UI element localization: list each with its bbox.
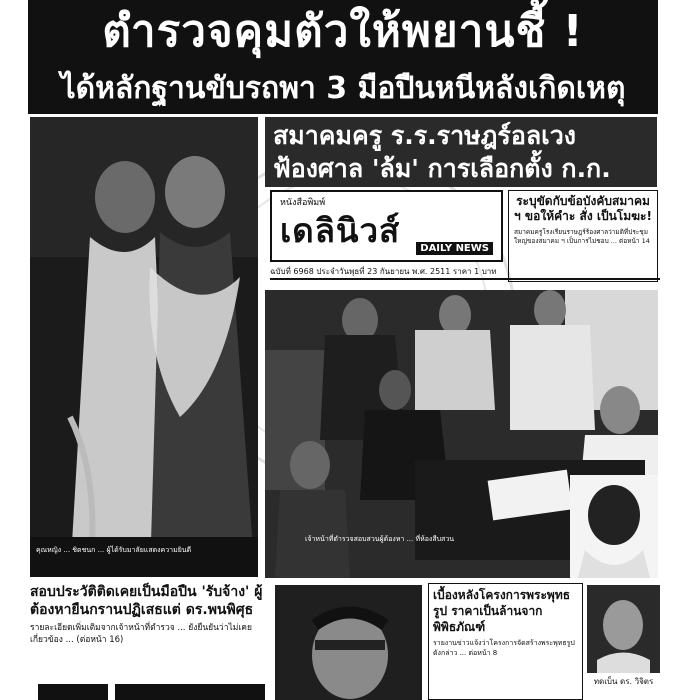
bottom-right-story [428,583,583,700]
main-photo [265,290,658,578]
bottom-left-headline: สอบประวัติติดเคยเป็นมือปืน 'รับจ้าง' ผู้ต้องหายืนกรานปฏิเสธแต่ ดร.พนพิศุธ [30,584,263,618]
side-story-headline: ระบุขัดกับข้อบังคับสมาคม ฯ ขอให้คำะ สั่ง เป็นโมฆะ! [514,194,652,223]
masthead [270,190,503,262]
main-photo-caption: เจ้าหน้าที่ตำรวจสอบสวนผู้ต้องหา ... ที่ห้องสืบสวน [305,535,455,543]
left-photo [30,117,258,577]
bottom-right-photo [587,585,660,673]
left-photo-caption: คุณหญิง ... ชิดชนก ... ผู้ได้รับมาลัยแสดงความยินดี [36,546,192,554]
bottom-strip-mid [115,684,265,700]
masthead-logo: เดลินิวส์ [280,211,401,250]
bottom-strip-left [38,684,108,700]
banner-line-1: สมาคมครู ร.ร.ราษฎร์อลเวง [273,121,576,150]
side-story-box [508,190,658,282]
bottom-right-headline: เบื้องหลังโครงการพระพุทธรูป ราคาเป็นล้านจากพิพิธภัณฑ์ [433,588,571,634]
teacher-assoc-banner [265,117,657,187]
bottom-left-story [30,583,270,673]
bottom-center-photo [275,585,422,700]
main-headline: ตำรวจคุมตัวให้พยานชี้ ! [28,0,658,62]
masthead-english: DAILY NEWS [416,242,493,255]
banner-line-2: ฟ้องศาล 'ล้ม' การเลือกตั้ง ก.ก. [273,154,611,183]
side-story-body: สมาคมครูโรงเรียนราษฎร์ร้องศาลว่ามติที่ประชุมใหญ่ของสมาคม ฯ เป็นการไม่ชอบ ... ต่อหน้า 14 [514,228,650,245]
bottom-right-body: รายงานข่าวแจ้งว่าโครงการจัดสร้างพระพุทธรูปดังกล่าว ... ต่อหน้า 8 [433,639,575,657]
bottom-left-body: รายละเอียดเพิ่มเติมจากเจ้าหน้าที่ตำรวจ ... ยังยืนยันว่าไม่เคยเกี่ยวข้อง ... (ต่อหน้า 16) [30,623,252,645]
issue-line: ฉบับที่ 6968 ประจำวันพุธที่ 23 กันยายน พ.ศ. 2511 ราคา 1 บาท [270,267,497,276]
sub-headline: ได้หลักฐานขับรถพา 3 มือปืนหนีหลังเกิดเหตุ [28,62,658,114]
masthead-tag: หนังสือพิมพ์ [280,198,326,208]
bottom-right-photo-caption: ทดเบ็น ดร. วิจิตร [593,677,654,686]
